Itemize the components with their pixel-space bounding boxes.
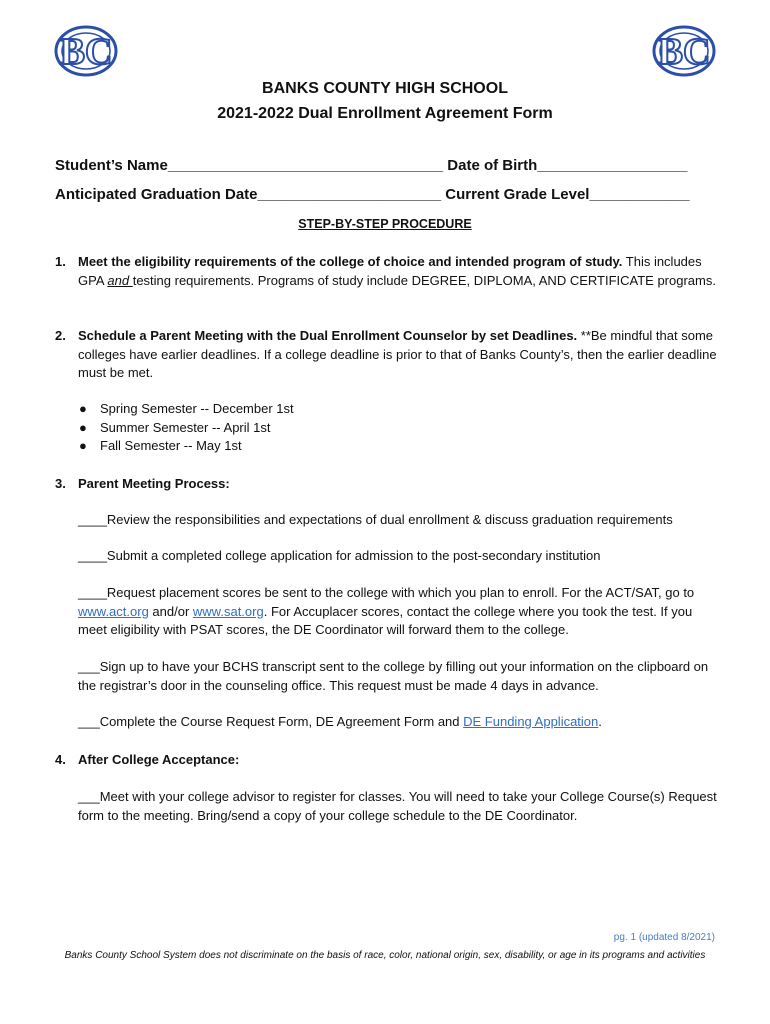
dob-label: Date of Birth [447,157,538,174]
student-name-field[interactable]: _________________________________ [167,157,444,174]
list-item: ● Spring Semester -- December 1st [79,400,294,419]
svg-text:BC: BC [657,31,711,73]
checklist-item-advisor: ___Meet with your college advisor to register for classes. You will need to take your College Course(s) Request form to the meeting. Bring/send a copy of your college schedule to the DE Coordinator. [78,789,717,823]
student-info-row-1 [55,157,715,174]
step-1: 1. Meet the eligibility requirements of the college of choice and intended program of study. This includes GPA and testing requirements. Programs of study include DEGREE, DIPLOMA, AND CERTIFICATE programs. [55,254,716,288]
checklist-item-transcript: ___Sign up to have your BCHS transcript sent to the college by filling out your information on the clipboard on the registrar’s door in the counseling office. This request must be made 4 days in advance. [78,659,709,693]
step-number: 3. [55,476,66,491]
deadline-list [79,400,294,456]
step-1-heading: Meet the eligibility requirements of the college of choice and intended program of study. [78,254,623,269]
svg-text:BC: BC [59,31,113,73]
page-number: pg. 1 (updated 8/2021) [613,932,715,943]
school-name: BANKS COUNTY HIGH SCHOOL [262,80,508,97]
step-4 [55,751,720,770]
student-name-label: Student’s Name [55,157,168,174]
step-3 [55,475,720,494]
bullet-icon: ● [79,438,87,453]
checklist-item-application: ____Submit a completed college application for admission to the post-secondary institution [78,548,601,563]
step-3-heading: Parent Meeting Process: [78,476,230,491]
step-2-heading: Schedule a Parent Meeting with the Dual Enrollment Counselor by set Deadlines. [78,328,578,343]
school-logo-left [50,22,122,80]
sat-link[interactable]: www.sat.org [192,603,264,619]
list-item: ● Summer Semester -- April 1st [79,419,294,438]
grade-level-label: Current Grade Level [445,186,590,203]
checklist-item-forms: ___Complete the Course Request Form, DE Agreement Form and DE Funding Application. [78,714,602,729]
act-link[interactable]: www.act.org [78,603,149,619]
student-info-row-2 [55,186,715,203]
procedure-heading: STEP-BY-STEP PROCEDURE [298,217,472,231]
step-number: 4. [55,752,66,767]
grad-date-field[interactable]: ______________________ [257,186,442,203]
bullet-icon: ● [79,401,87,416]
checklist-item-scores: ____Request placement scores be sent to the college with which you plan to enroll. For the ACT/SAT, go to www.act.org and/or www.sat.org. For Accuplacer scores, contact the college where you took the test. If you meet eligibility with PSAT scores, the DE Coordinator will forward them to the college. [78,585,695,637]
nondiscrimination-notice: Banks County School System does not discriminate on the basis of race, color, national origin, sex, disability, or age in its programs and activities [64,950,706,961]
checklist-item-review: ____Review the responsibilities and expectations of dual enrollment & discuss graduation requirements [78,512,673,527]
dob-field[interactable]: __________________ [537,157,688,174]
grad-date-label: Anticipated Graduation Date [55,186,258,203]
form-title: 2021-2022 Dual Enrollment Agreement Form [217,105,553,122]
bullet-icon: ● [79,419,87,435]
step-number: 2. [55,328,66,343]
step-2: 2. Schedule a Parent Meeting with the Dual Enrollment Counselor by set Deadlines. **Be mindful that some colleges have earlier deadlines. If a college deadline is prior to that of Banks County’s, then the earlier deadline must be met. [55,328,717,380]
list-item: ● Fall Semester -- May 1st [79,437,294,456]
de-funding-link[interactable]: DE Funding Application [463,714,599,729]
grade-level-field[interactable]: ____________ [589,186,690,203]
school-logo-right [648,22,720,80]
step-number: 1. [55,254,66,269]
step-4-heading: After College Acceptance: [78,752,240,767]
